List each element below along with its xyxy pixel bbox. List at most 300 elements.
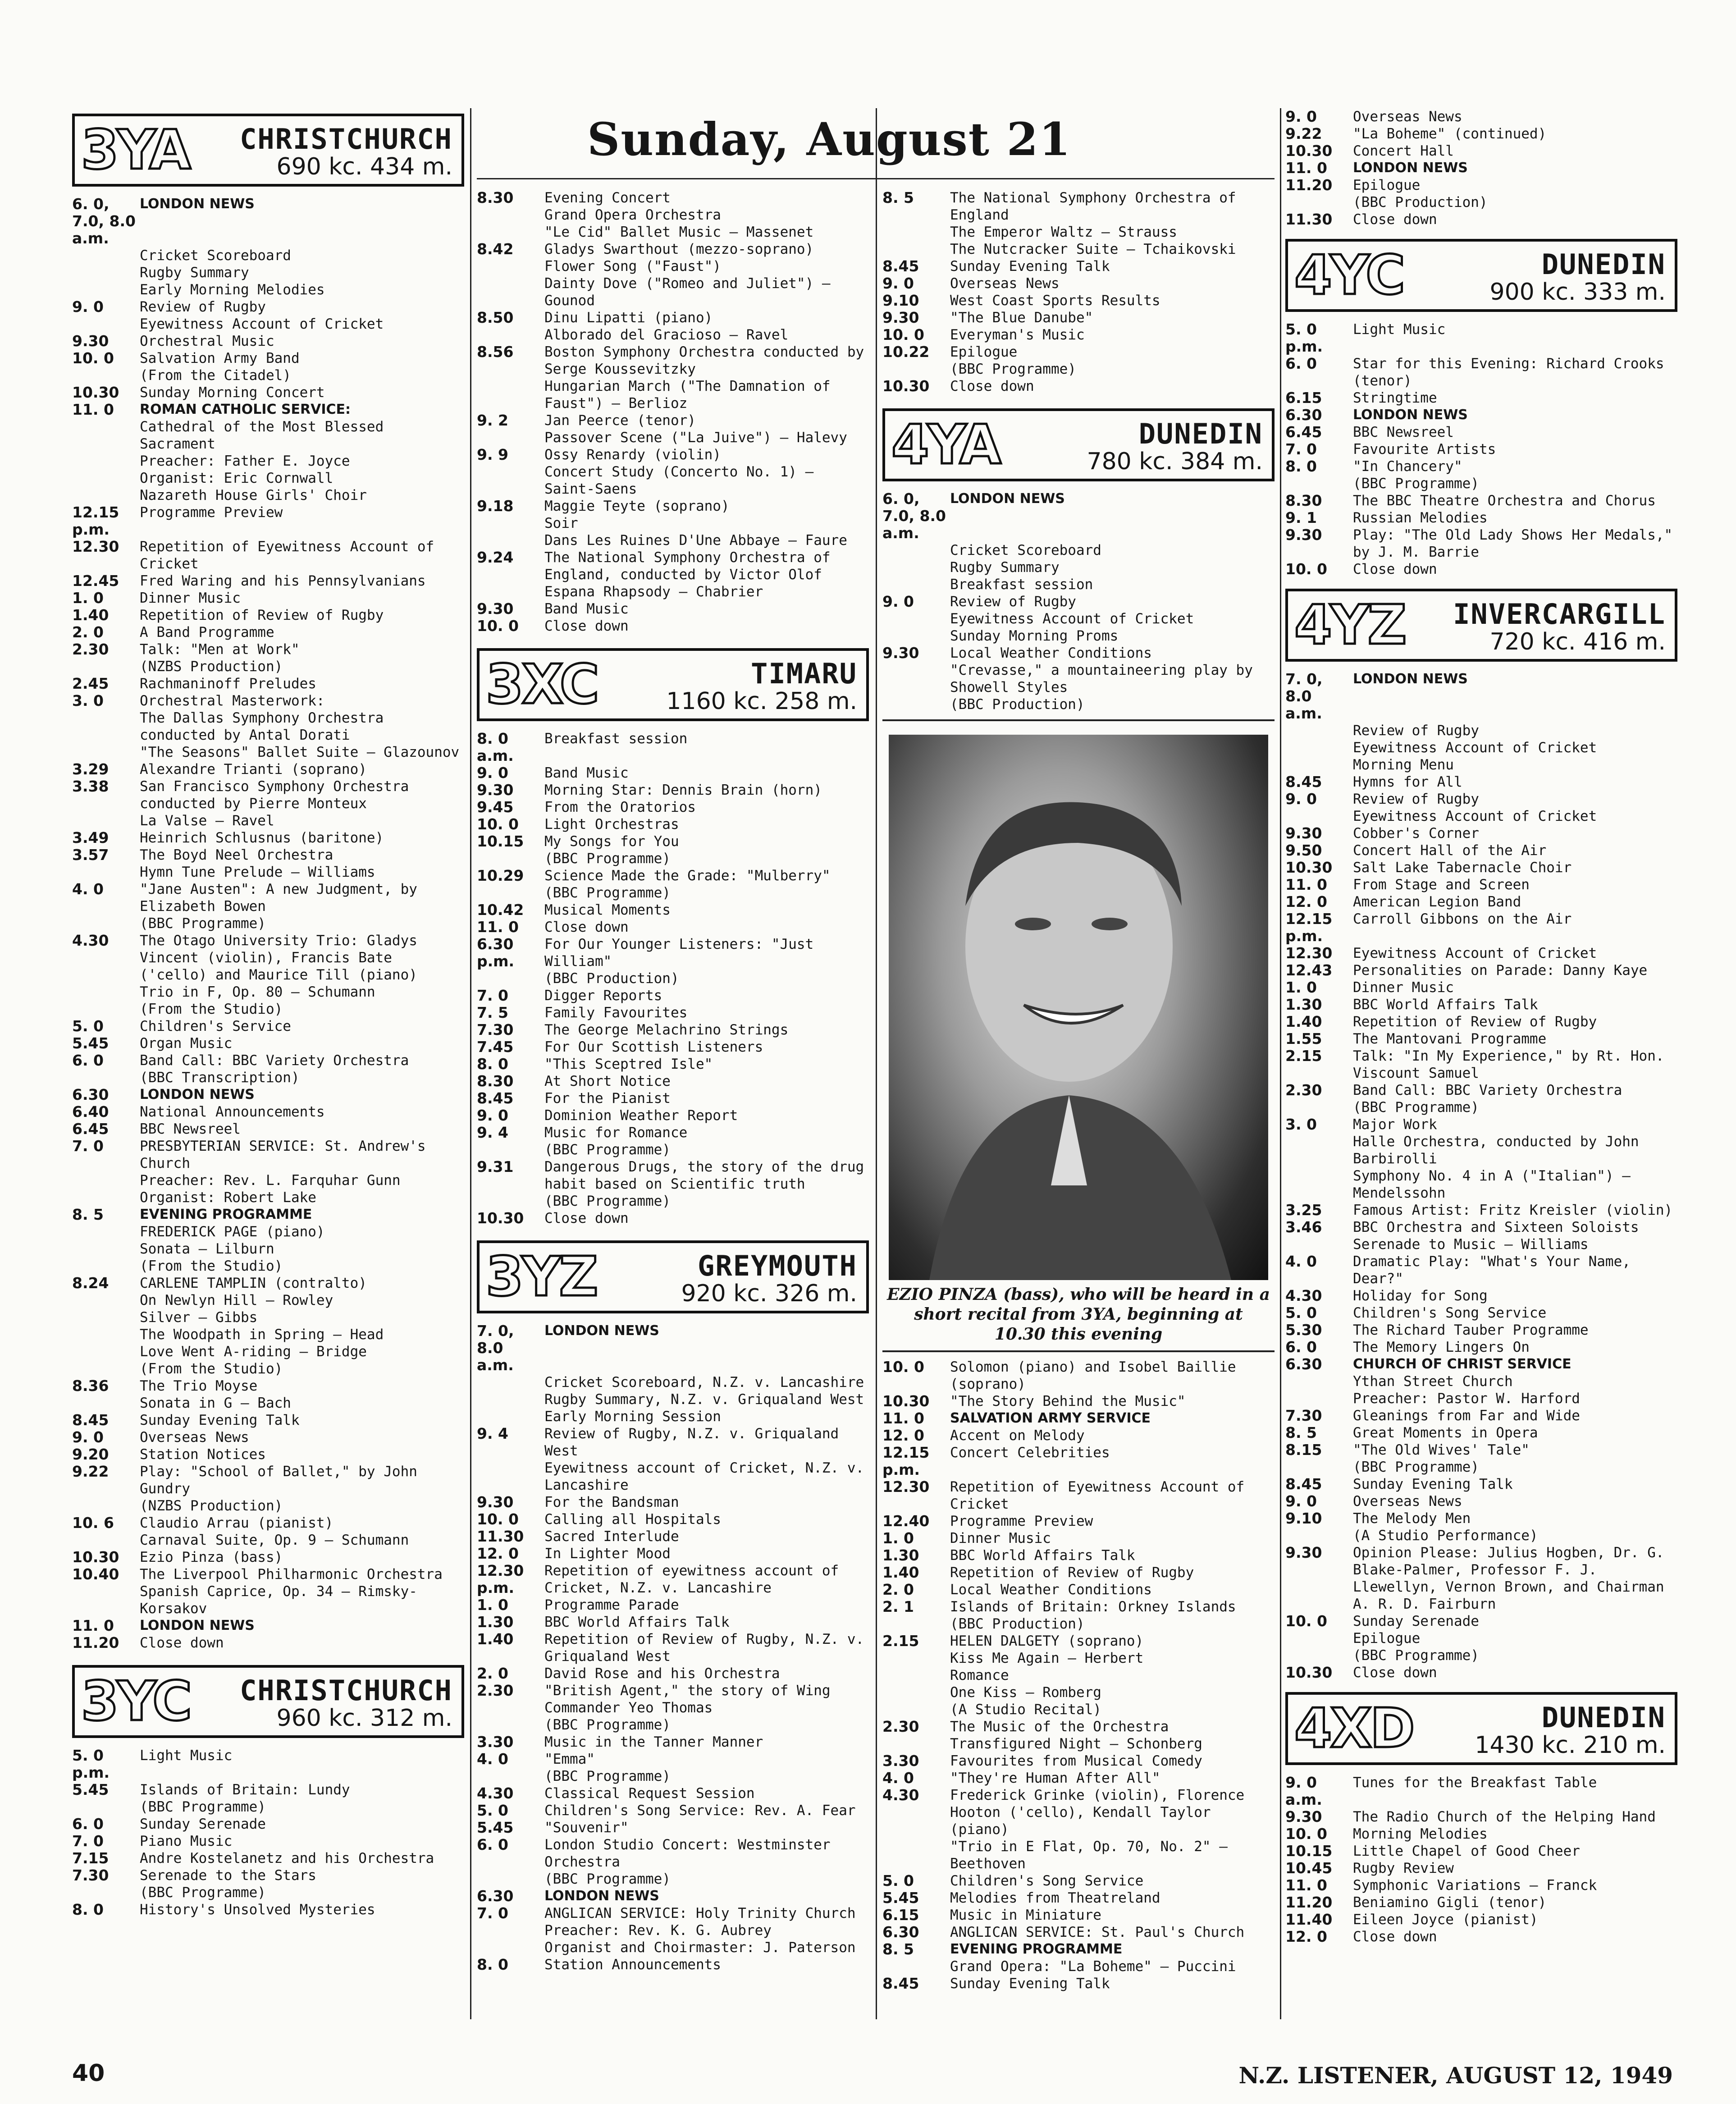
station-box-3yz [477, 1240, 869, 1313]
programme-entry [477, 1425, 869, 1459]
programme-time: 6.30 [1285, 406, 1322, 424]
programme-time [72, 316, 140, 333]
programme-title: CHURCH OF CHRIST SERVICE [1353, 1356, 1572, 1372]
programme-entry [1285, 1202, 1677, 1219]
programme-time: 12. 0 [882, 1427, 924, 1444]
programme-title: Silver — Gibbs [140, 1309, 258, 1326]
programme-entry [882, 1872, 1275, 1889]
programme-entry [477, 224, 869, 241]
programme-time [477, 1871, 544, 1888]
programme-entry [477, 1038, 869, 1056]
programme-time: 7. 5 [477, 1004, 508, 1021]
programme-title: Solomon (piano) and Isobel Baillie (soprano) [950, 1359, 1236, 1392]
programme-title: Breakfast session [950, 576, 1093, 593]
programme-entry [1285, 475, 1677, 492]
programme-title: Kiss Me Again — Herbert [950, 1650, 1144, 1666]
programme-time [72, 247, 140, 264]
programme-time: 9. 0 [882, 274, 914, 292]
programme-title: PRESBYTERIAN SERVICE: St. Andrew's Church [140, 1138, 426, 1171]
programme-time: 1. 0 [1285, 979, 1317, 996]
programme-entry [1285, 1510, 1677, 1527]
programme-title: EVENING PROGRAMME [950, 1941, 1123, 1957]
programme-title: Review of Rugby [950, 594, 1076, 610]
programme-title: (From the Studio) [140, 1361, 283, 1377]
programme-list-4ya-continued [882, 1358, 1275, 1992]
programme-time: 6.30 [477, 1887, 514, 1905]
station-city: CHRISTCHURCH [240, 123, 452, 156]
programme-title: Alborado del Gracioso — Ravel [544, 327, 789, 343]
programme-time: 11.40 [1285, 1911, 1333, 1928]
programme-entry [477, 463, 869, 498]
programme-time: 1.30 [477, 1613, 514, 1631]
programme-title: Light Music [140, 1747, 233, 1764]
programme-entry [882, 1564, 1275, 1581]
programme-time: 1.30 [882, 1546, 919, 1564]
programme-entry [477, 343, 869, 378]
programme-time: 4.30 [72, 932, 109, 949]
programme-time: 2. 0 [882, 1581, 914, 1598]
programme-time: 2.30 [882, 1718, 919, 1735]
programme-title: Famous Artist: Fritz Kreisler (violin) [1353, 1202, 1673, 1218]
programme-time: 9.30 [477, 1493, 514, 1511]
programme-time [477, 850, 544, 867]
programme-entry [1285, 791, 1677, 808]
programme-time: 8. 0 [477, 1055, 508, 1073]
programme-time [72, 1395, 140, 1412]
programme-title: BBC World Affairs Talk [544, 1614, 730, 1630]
programme-title: Tunes for the Breakfast Table [1353, 1775, 1597, 1791]
station-frequency: 690 kc. 434 m. [276, 153, 452, 180]
programme-time: 10.30 [882, 377, 930, 395]
programme-title: Local Weather Conditions [950, 645, 1152, 661]
programme-title: Transfigured Night — Schonberg [950, 1736, 1202, 1752]
programme-title: Preacher: Father E. Joyce [140, 453, 350, 469]
programme-title: Programme Preview [140, 504, 283, 521]
programme-entry [882, 1838, 1275, 1872]
programme-time [882, 627, 950, 645]
programme-entry [882, 1598, 1275, 1615]
programme-time [72, 915, 140, 932]
programme-title: Sunday Serenade [1353, 1613, 1479, 1629]
programme-entry [1285, 441, 1677, 458]
programme-title: Stringtime [1353, 390, 1437, 406]
programme-entry [72, 401, 464, 418]
programme-time: 6. 0, 7.0, 8.0 a.m. [882, 490, 946, 542]
programme-entry [477, 1545, 869, 1562]
programme-time: 8. 5 [1285, 1424, 1317, 1441]
programme-time: 4.30 [477, 1784, 514, 1802]
programme-time [477, 326, 544, 343]
programme-entry [477, 1322, 869, 1374]
programme-time [882, 1735, 950, 1752]
programme-entry [1285, 561, 1677, 578]
programme-title: Morning Menu [1353, 757, 1454, 773]
station-city: INVERCARGILL [1453, 598, 1666, 631]
programme-time: 4. 0 [1285, 1253, 1317, 1270]
column-3 [882, 189, 1275, 1992]
programme-time [1285, 1647, 1353, 1664]
programme-title: (A Studio Performance) [1353, 1528, 1538, 1544]
programme-time: 2.15 [882, 1632, 919, 1650]
programme-title: LONDON NEWS [140, 1618, 255, 1633]
programme-entry [477, 833, 869, 850]
programme-title: "They're Human After All" [950, 1770, 1160, 1786]
programme-title: Fred Waring and his Pennsylvanians [140, 573, 426, 589]
programme-entry [882, 1410, 1275, 1427]
programme-entry [1285, 876, 1677, 893]
station-city: DUNEDIN [1541, 248, 1666, 281]
programme-time [72, 470, 140, 487]
programme-title: Light Music [1353, 321, 1446, 338]
programme-entry [72, 1884, 464, 1901]
programme-title: Halle Orchestra, conducted by John Barbirolli [1353, 1134, 1639, 1167]
programme-entry [1285, 1664, 1677, 1681]
programme-entry [882, 241, 1275, 258]
programme-time [882, 610, 950, 627]
programme-title: Major Work [1353, 1116, 1437, 1133]
programme-entry [882, 326, 1275, 343]
programme-entry [72, 538, 464, 572]
programme-entry [477, 1939, 869, 1956]
programme-time: 8.56 [477, 343, 514, 361]
programme-entry [477, 901, 869, 919]
programme-title: Talk: "In My Experience," by Rt. Hon. Viscount Samuel [1353, 1048, 1664, 1081]
programme-time: 10.30 [1285, 142, 1333, 160]
programme-entry [72, 1747, 464, 1781]
programme-time: 7. 0 [72, 1137, 104, 1155]
programme-title: Melodies from Theatreland [950, 1890, 1160, 1906]
programme-time: 9. 0 [882, 593, 914, 610]
programme-time: 4.30 [882, 1786, 919, 1804]
programme-entry [477, 1073, 869, 1090]
programme-time: 9.30 [1285, 526, 1322, 544]
programme-entry [477, 1494, 869, 1511]
programme-time: 4. 0 [477, 1750, 508, 1768]
programme-entry [72, 675, 464, 692]
programme-list-4ya [882, 490, 1275, 713]
programme-list-4yc [1285, 321, 1677, 578]
programme-entry [1285, 526, 1677, 561]
programme-entry [882, 627, 1275, 645]
programme-entry [1285, 1527, 1677, 1544]
programme-entry [477, 1785, 869, 1802]
programme-title: Review of Rugby [140, 299, 266, 315]
programme-title: Play: "School of Ballet," by John Gundry [140, 1464, 417, 1497]
programme-time [477, 429, 544, 446]
programme-title: (BBC Programme) [1353, 476, 1479, 492]
programme-entry [477, 850, 869, 867]
programme-time: 11. 0 [477, 918, 519, 936]
programme-title: Talk: "Men at Work" [140, 641, 300, 658]
programme-entry [882, 1667, 1275, 1684]
programme-title: Orchestral Music [140, 333, 274, 349]
programme-time [72, 264, 140, 281]
programme-entry [1285, 1253, 1677, 1287]
programme-time [1285, 756, 1353, 773]
programme-entry [882, 361, 1275, 378]
programme-entry [1285, 1167, 1677, 1202]
programme-title: Eyewitness Account of Cricket [1353, 945, 1597, 961]
programme-entry [477, 189, 869, 206]
programme-time: 6. 0, 7.0, 8.0 a.m. [72, 195, 136, 247]
programme-title: EVENING PROGRAMME [140, 1207, 312, 1222]
programme-title: The Memory Lingers On [1353, 1339, 1530, 1355]
programme-time: 10.42 [477, 901, 524, 919]
programme-entry [477, 1905, 869, 1922]
programme-title: Children's Song Service: Rev. A. Fear [544, 1802, 856, 1819]
programme-time: 6.30 [72, 1086, 109, 1103]
programme-time [477, 1391, 544, 1408]
programme-title: Sunday Serenade [140, 1816, 266, 1832]
programme-title: (BBC Programme) [544, 1717, 671, 1733]
portrait-illustration [889, 735, 1268, 1280]
programme-title: Cricket Scoreboard [950, 542, 1101, 558]
programme-entry [72, 1781, 464, 1798]
programme-entry [1285, 194, 1677, 211]
programme-title: Cricket Scoreboard [140, 247, 291, 264]
programme-time: 7. 0, 8.0 a.m. [1285, 670, 1323, 722]
programme-entry [72, 572, 464, 590]
programme-entry [477, 1768, 869, 1785]
programme-entry [477, 1922, 869, 1939]
programme-entry [1285, 893, 1677, 910]
programme-title: Sunday Morning Proms [950, 628, 1119, 644]
programme-title: Repetition of Review of Rugby [1353, 1014, 1597, 1030]
programme-title: SALVATION ARMY SERVICE [950, 1410, 1151, 1426]
programme-entry [477, 987, 869, 1004]
programme-entry [1285, 108, 1677, 125]
programme-time [1285, 1373, 1353, 1390]
programme-time [72, 864, 140, 881]
programme-time: 10. 0 [882, 1358, 924, 1376]
programme-list-3yz-continued [882, 189, 1275, 395]
programme-time [72, 1069, 140, 1086]
station-call-sign: 3YZ [486, 1246, 597, 1308]
programme-time: 7. 0 [1285, 440, 1317, 458]
programme-time [1285, 739, 1353, 756]
programme-entry [1285, 962, 1677, 979]
programme-list-4ya-end [1285, 108, 1677, 228]
programme-entry [882, 1650, 1275, 1667]
programme-entry [1285, 808, 1677, 825]
section-rule [882, 1350, 1275, 1352]
programme-time [477, 884, 544, 901]
programme-entry [477, 1614, 869, 1631]
programme-time: 9. 0 [1285, 790, 1317, 808]
programme-entry [477, 617, 869, 635]
programme-time [477, 1922, 544, 1939]
programme-time [477, 378, 544, 412]
programme-time: 9.30 [477, 600, 514, 617]
programme-time: 3.30 [477, 1733, 514, 1751]
programme-entry [72, 1172, 464, 1189]
programme-time: 3.38 [72, 778, 109, 795]
station-frequency: 1430 kc. 210 m. [1475, 1732, 1666, 1759]
column-divider [470, 108, 471, 2019]
programme-entry [1285, 859, 1677, 876]
programme-title: (BBC Programme) [544, 1871, 671, 1887]
programme-title: (From the Studio) [140, 1258, 283, 1274]
programme-time: 4.30 [1285, 1287, 1322, 1304]
programme-title: The Dallas Symphony Orchestra conducted by Antal Dorati [140, 710, 384, 743]
programme-time: 6.30 [882, 1923, 919, 1941]
programme-time: 8. 0 [1285, 457, 1317, 475]
station-city: CHRISTCHURCH [240, 1674, 452, 1707]
programme-entry [882, 189, 1275, 224]
programme-title: (BBC Programme) [1353, 1647, 1479, 1664]
programme-entry [72, 1258, 464, 1275]
programme-time: 12.30 p.m. [477, 1562, 524, 1596]
programme-entry [72, 1901, 464, 1918]
programme-title: West Coast Sports Results [950, 293, 1160, 309]
programme-title: ANGLICAN SERVICE: St. Paul's Church [950, 1924, 1245, 1940]
programme-title: "The Old Wives' Tale" [1353, 1442, 1530, 1458]
programme-time [1285, 1630, 1353, 1647]
programme-title: Concert Hall of the Air [1353, 842, 1547, 859]
programme-time: 10. 0 [477, 1510, 519, 1528]
programme-time: 7. 0, 8.0 a.m. [477, 1322, 514, 1374]
programme-title: Musical Moments [544, 902, 671, 918]
programme-entry [882, 1701, 1275, 1718]
programme-time: 9.30 [882, 644, 919, 662]
programme-time [72, 1360, 140, 1377]
programme-entry [477, 1734, 869, 1751]
programme-entry [72, 1514, 464, 1532]
programme-entry [72, 1798, 464, 1816]
programme-time [477, 1141, 544, 1158]
station-city: DUNEDIN [1541, 1701, 1666, 1734]
programme-entry [477, 936, 869, 970]
programme-time: 8. 5 [882, 1940, 914, 1958]
programme-title: For Our Younger Listeners: "Just William" [544, 936, 814, 970]
programme-time: 9.10 [1285, 1509, 1322, 1527]
programme-entry [882, 292, 1275, 309]
programme-time: 12.15 p.m. [1285, 910, 1333, 945]
programme-entry [1285, 321, 1677, 355]
programme-time [477, 1374, 544, 1391]
programme-title: Serenade to Music — Williams [1353, 1236, 1589, 1253]
programme-entry [477, 498, 869, 515]
programme-time: 9. 0 a.m. [1285, 1774, 1322, 1808]
programme-entry [72, 333, 464, 350]
programme-title: Dinner Music [950, 1530, 1051, 1546]
programme-entry [72, 1069, 464, 1086]
programme-title: "In Chancery" [1353, 458, 1462, 475]
programme-time [1285, 1133, 1353, 1167]
programme-entry [882, 1513, 1275, 1530]
programme-title: La Valse — Ravel [140, 813, 274, 829]
programme-title: Light Orchestras [544, 816, 679, 832]
programme-title: Dinu Lipatti (piano) [544, 310, 713, 326]
programme-time: 9. 2 [477, 412, 508, 429]
programme-time: 3.29 [72, 760, 109, 778]
programme-time: 6. 0 [477, 1836, 508, 1853]
programme-entry [72, 1001, 464, 1018]
programme-title: Organ Music [140, 1035, 233, 1052]
programme-title: "British Agent," the story of Wing Commander Yeo Thomas [544, 1683, 831, 1716]
programme-title: "Crevasse," a mountaineering play by Showell Styles [950, 662, 1253, 695]
programme-time [882, 662, 950, 696]
programme-entry [477, 1716, 869, 1734]
programme-title: Sunday Morning Concert [140, 384, 325, 401]
programme-entry [477, 1090, 869, 1107]
programme-time: 2.30 [72, 640, 109, 658]
programme-time: 11.30 [1285, 210, 1333, 228]
programme-title: Dans Les Ruines D'Une Abbaye — Faure [544, 532, 847, 549]
station-city: GREYMOUTH [698, 1249, 857, 1282]
programme-entry [477, 764, 869, 782]
programme-time: 9.10 [882, 292, 919, 309]
programme-time [72, 1223, 140, 1240]
programme-title: Repetition of Eyewitness Account of Cricket [950, 1479, 1245, 1512]
programme-entry [1285, 407, 1677, 424]
programme-title: Sunday Evening Talk [140, 1412, 300, 1428]
programme-time: 5. 0 [477, 1802, 508, 1819]
programme-time: 8.45 [1285, 1475, 1322, 1493]
programme-entry [882, 1393, 1275, 1410]
programme-title: Eyewitness account of Cricket, N.Z. v. Lancashire [544, 1460, 864, 1493]
programme-title: Local Weather Conditions [950, 1582, 1152, 1598]
programme-entry [1285, 1407, 1677, 1424]
programme-time [1285, 1099, 1353, 1116]
programme-time [72, 1798, 140, 1816]
programme-time [72, 367, 140, 384]
programme-time: 7.45 [477, 1038, 514, 1056]
programme-time [72, 812, 140, 829]
programme-entry [72, 316, 464, 333]
programme-entry [72, 761, 464, 778]
programme-time: 6.45 [72, 1120, 109, 1138]
programme-time: 1.40 [72, 606, 109, 624]
programme-title: Cobber's Corner [1353, 825, 1479, 842]
programme-time [1285, 1236, 1353, 1253]
programme-time: 6.40 [72, 1103, 109, 1121]
programme-entry [477, 1158, 869, 1193]
station-call-sign: 4XD [1294, 1697, 1413, 1760]
programme-entry [882, 1787, 1275, 1838]
programme-time [72, 709, 140, 744]
programme-time: 10. 0 [477, 815, 519, 833]
programme-time: 10.30 [477, 1209, 524, 1227]
programme-entry [882, 610, 1275, 627]
programme-time: 8. 0 [72, 1901, 104, 1918]
programme-time: 6.30 [1285, 1355, 1322, 1373]
programme-title: Review of Rugby, N.Z. v. Griqualand West [544, 1426, 839, 1459]
programme-entry [1285, 739, 1677, 756]
programme-time: 7.15 [72, 1849, 109, 1867]
programme-time [72, 418, 140, 453]
programme-entry [72, 1549, 464, 1566]
programme-title: FREDERICK PAGE (piano) [140, 1224, 325, 1240]
station-box-3yc [72, 1665, 464, 1738]
programme-title: LONDON NEWS [1353, 671, 1468, 687]
programme-entry [882, 1718, 1275, 1735]
programme-time: 10.40 [72, 1565, 119, 1583]
programme-entry [72, 812, 464, 829]
programme-entry [1285, 1476, 1677, 1493]
programme-entry [477, 1956, 869, 1973]
programme-title: Everyman's Music [950, 327, 1085, 343]
programme-entry [882, 1581, 1275, 1598]
programme-entry [477, 258, 869, 275]
programme-entry [72, 1634, 464, 1651]
station-frequency: 960 kc. 312 m. [276, 1705, 452, 1732]
programme-title: "This Sceptred Isle" [544, 1056, 713, 1072]
programme-title: Overseas News [950, 275, 1060, 292]
programme-title: (BBC Programme) [140, 915, 266, 932]
programme-title: BBC World Affairs Talk [1353, 997, 1538, 1013]
programme-entry [72, 1583, 464, 1617]
